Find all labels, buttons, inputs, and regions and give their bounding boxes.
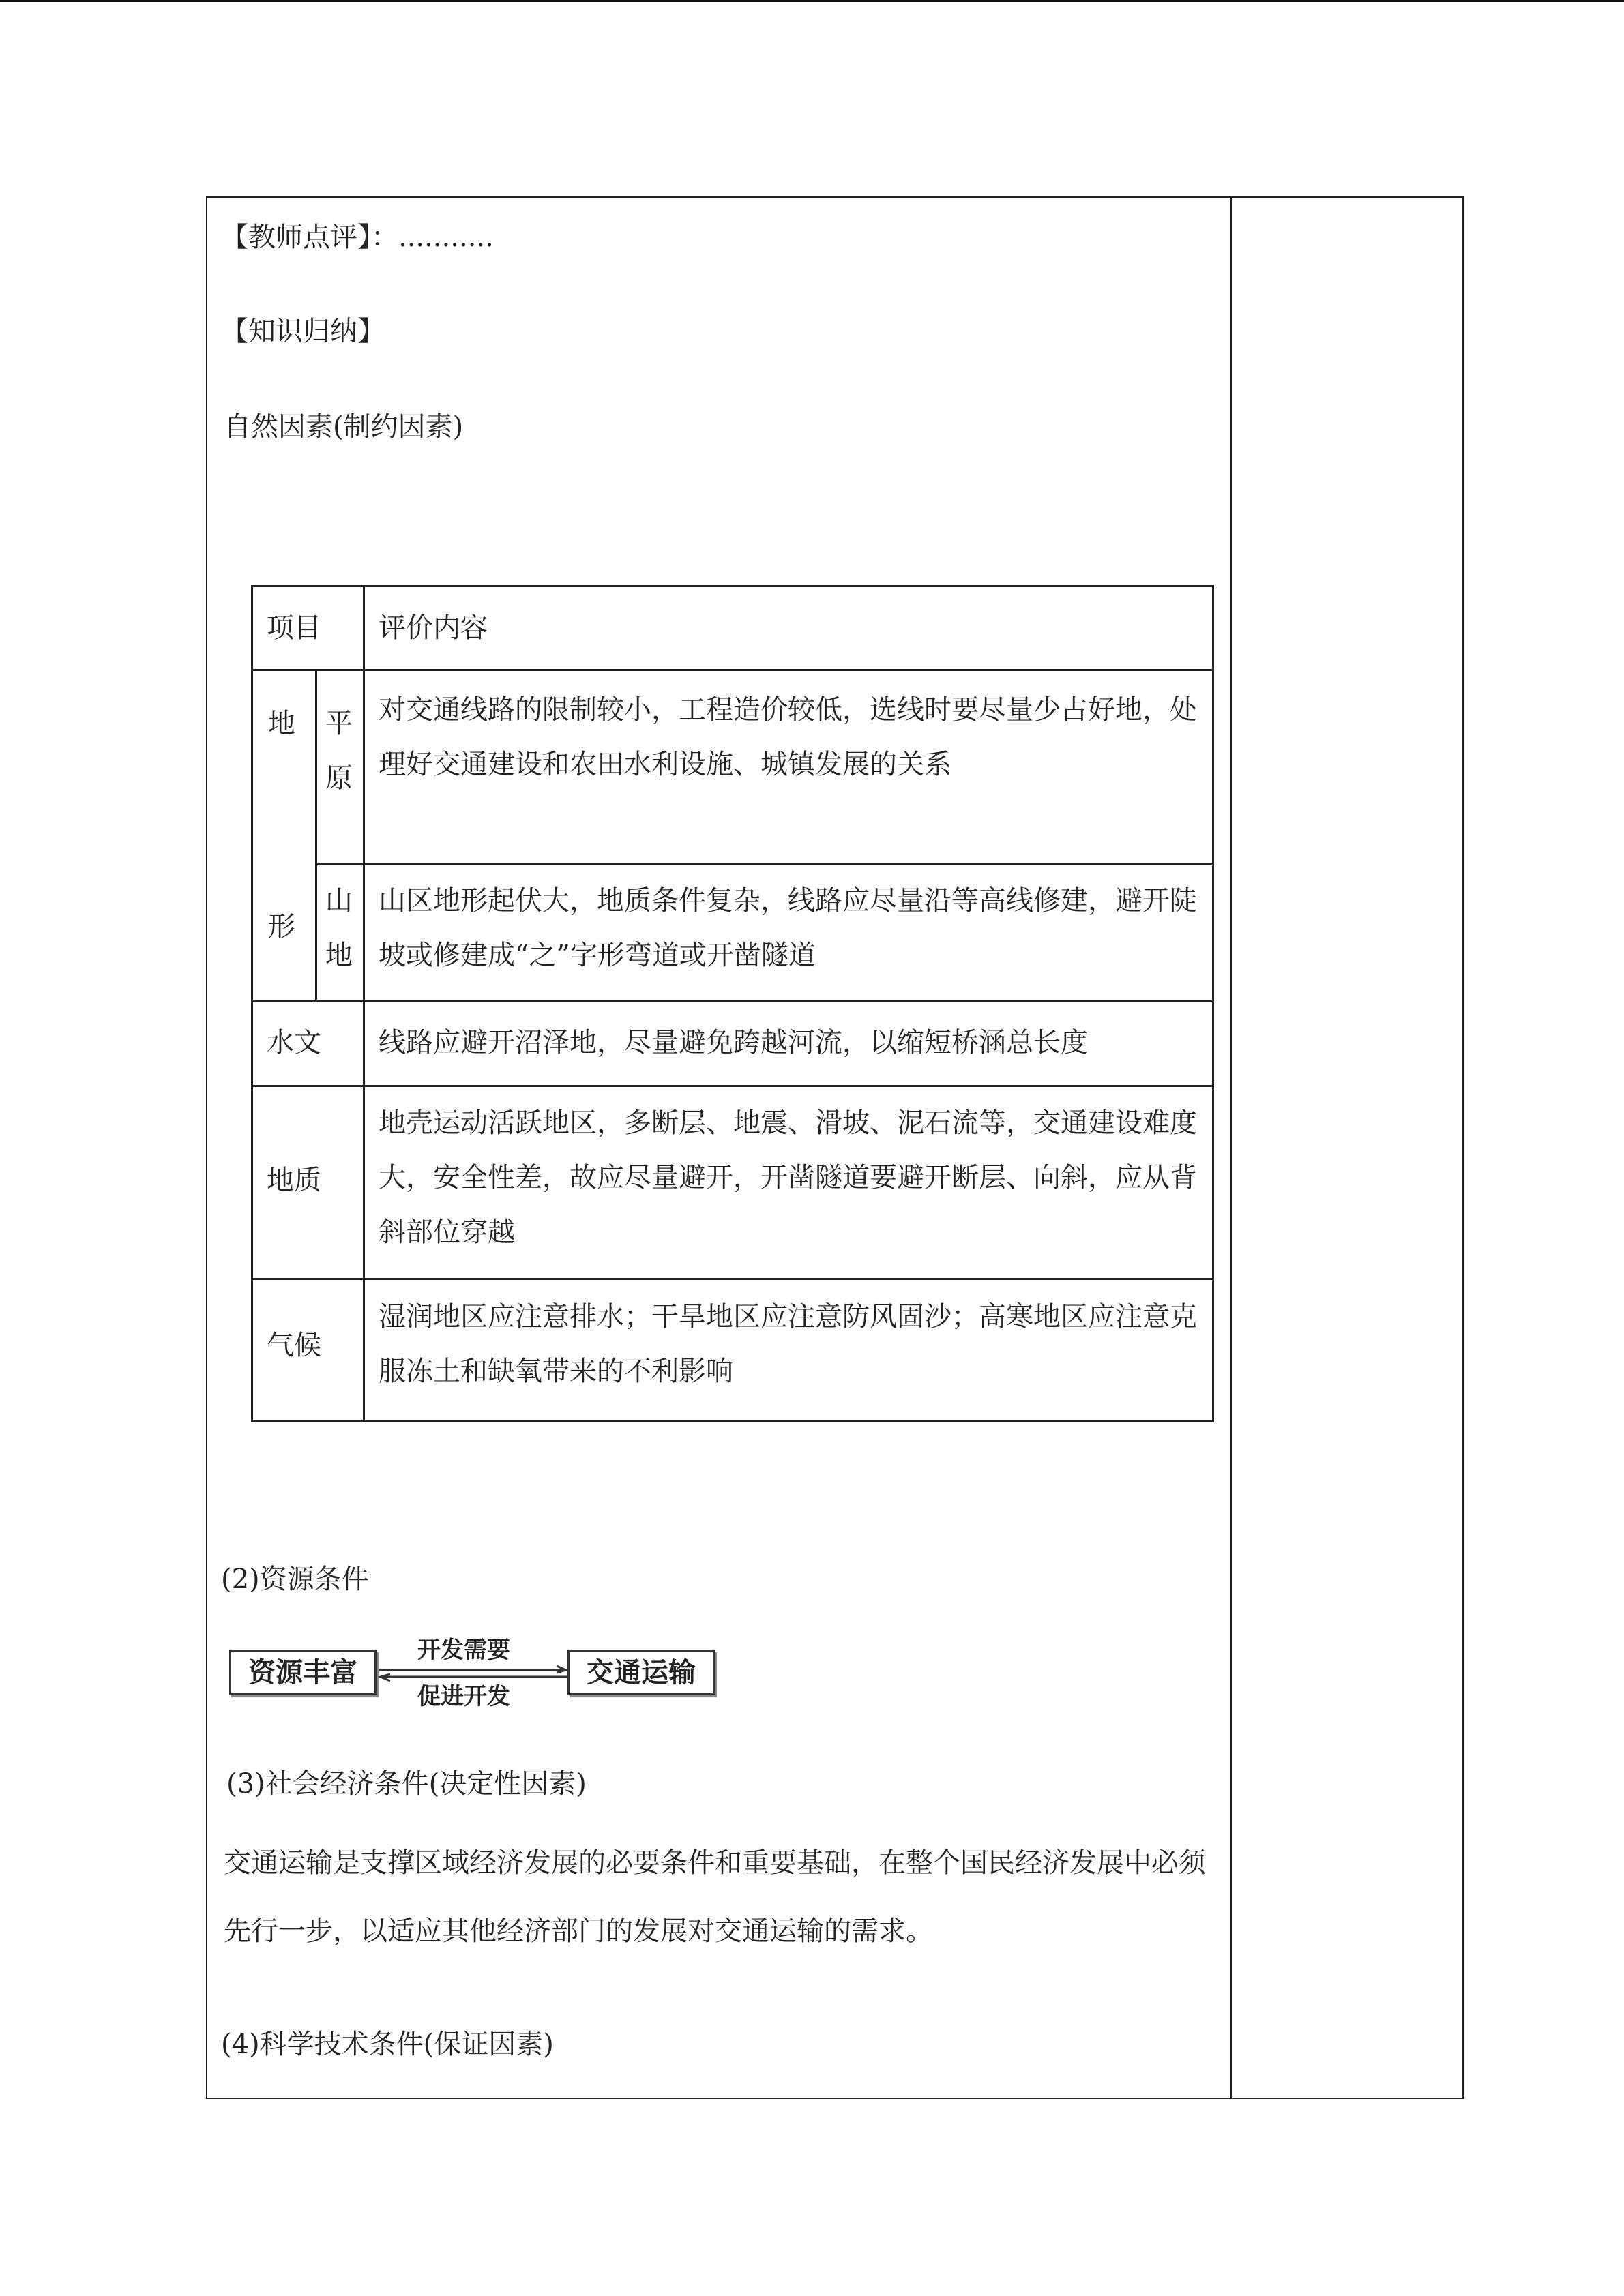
table-row-divider: [253, 669, 1212, 671]
mountain-label-char: 地: [325, 940, 353, 971]
terrain-label-char: 地: [268, 708, 295, 739]
hydrology-evaluation-text: 线路应避开沼泽地，尽量避免跨越河流，以缩短桥涵总长度: [379, 1027, 1088, 1058]
table-row-divider: [253, 1278, 1212, 1280]
notes-column-divider: [1230, 198, 1232, 2098]
plain-label-char: 原: [325, 762, 353, 794]
header-content-cell: 评价内容: [379, 612, 488, 644]
development-need-label: 开发需要: [417, 1637, 510, 1664]
table-row-divider: [253, 1000, 1212, 1002]
resources-rich-box: 资源丰富: [229, 1650, 377, 1695]
social-economic-paragraph: 交通运输是支撑区域经济发展的必要条件和重要基础，在整个国民经济发展中必须先行一步，以适应其他经济部门的发展对交通运输的需求。: [224, 1847, 1206, 1947]
page-top-rule: [0, 0, 1624, 2]
geology-label: 地质: [267, 1165, 321, 1196]
science-technology-heading: (4)科学技术条件(保证因素): [221, 2029, 554, 2060]
terrain-sub-divider: [315, 671, 317, 1000]
terrain-label-char: 形: [268, 911, 295, 942]
natural-factors-heading: 自然因素(制约因素): [224, 411, 464, 443]
lesson-outer-table: [206, 196, 1464, 2099]
plain-label-char: 平: [325, 708, 353, 739]
table-col-divider: [363, 587, 365, 1420]
table-row-divider: [315, 863, 1212, 865]
mountain-label-char: 山: [325, 885, 353, 916]
promote-development-label: 促进开发: [417, 1683, 510, 1710]
resources-heading: (2)资源条件: [221, 1564, 369, 1595]
mountain-evaluation-text: 山区地形起伏大，地质条件复杂，线路应尽量沿等高线修建，避开陡坡或修建成“之”字形弯道或开凿隧道: [379, 885, 1197, 971]
transport-box: 交通运输: [567, 1650, 715, 1695]
social-economic-heading: (3)社会经济条件(决定性因素): [226, 1768, 587, 1800]
natural-factors-table: [251, 585, 1214, 1422]
climate-evaluation-text: 湿润地区应注意排水；干旱地区应注意防风固沙；高寒地区应注意克服冻土和缺氧带来的不利影响: [379, 1301, 1197, 1387]
bidirectional-arrow-icon: [377, 1664, 570, 1683]
climate-label: 气候: [267, 1330, 321, 1361]
teacher-comment-heading: 【教师点评】：...........: [221, 222, 494, 253]
plain-evaluation-text: 对交通线路的限制较小，工程造价较低，选线时要尽量少占好地，处理好交通建设和农田水利设施、城镇发展的关系: [379, 694, 1197, 780]
geology-evaluation-text: 地壳运动活跃地区，多断层、地震、滑坡、泥石流等，交通建设难度大，安全性差，故应尽量避开，开凿隧道要避开断层、向斜，应从背斜部位穿越: [379, 1107, 1197, 1248]
hydrology-label: 水文: [267, 1027, 321, 1058]
knowledge-summary-heading: 【知识归纳】: [221, 316, 385, 347]
header-item-cell: 项目: [267, 612, 321, 644]
table-row-divider: [253, 1085, 1212, 1087]
